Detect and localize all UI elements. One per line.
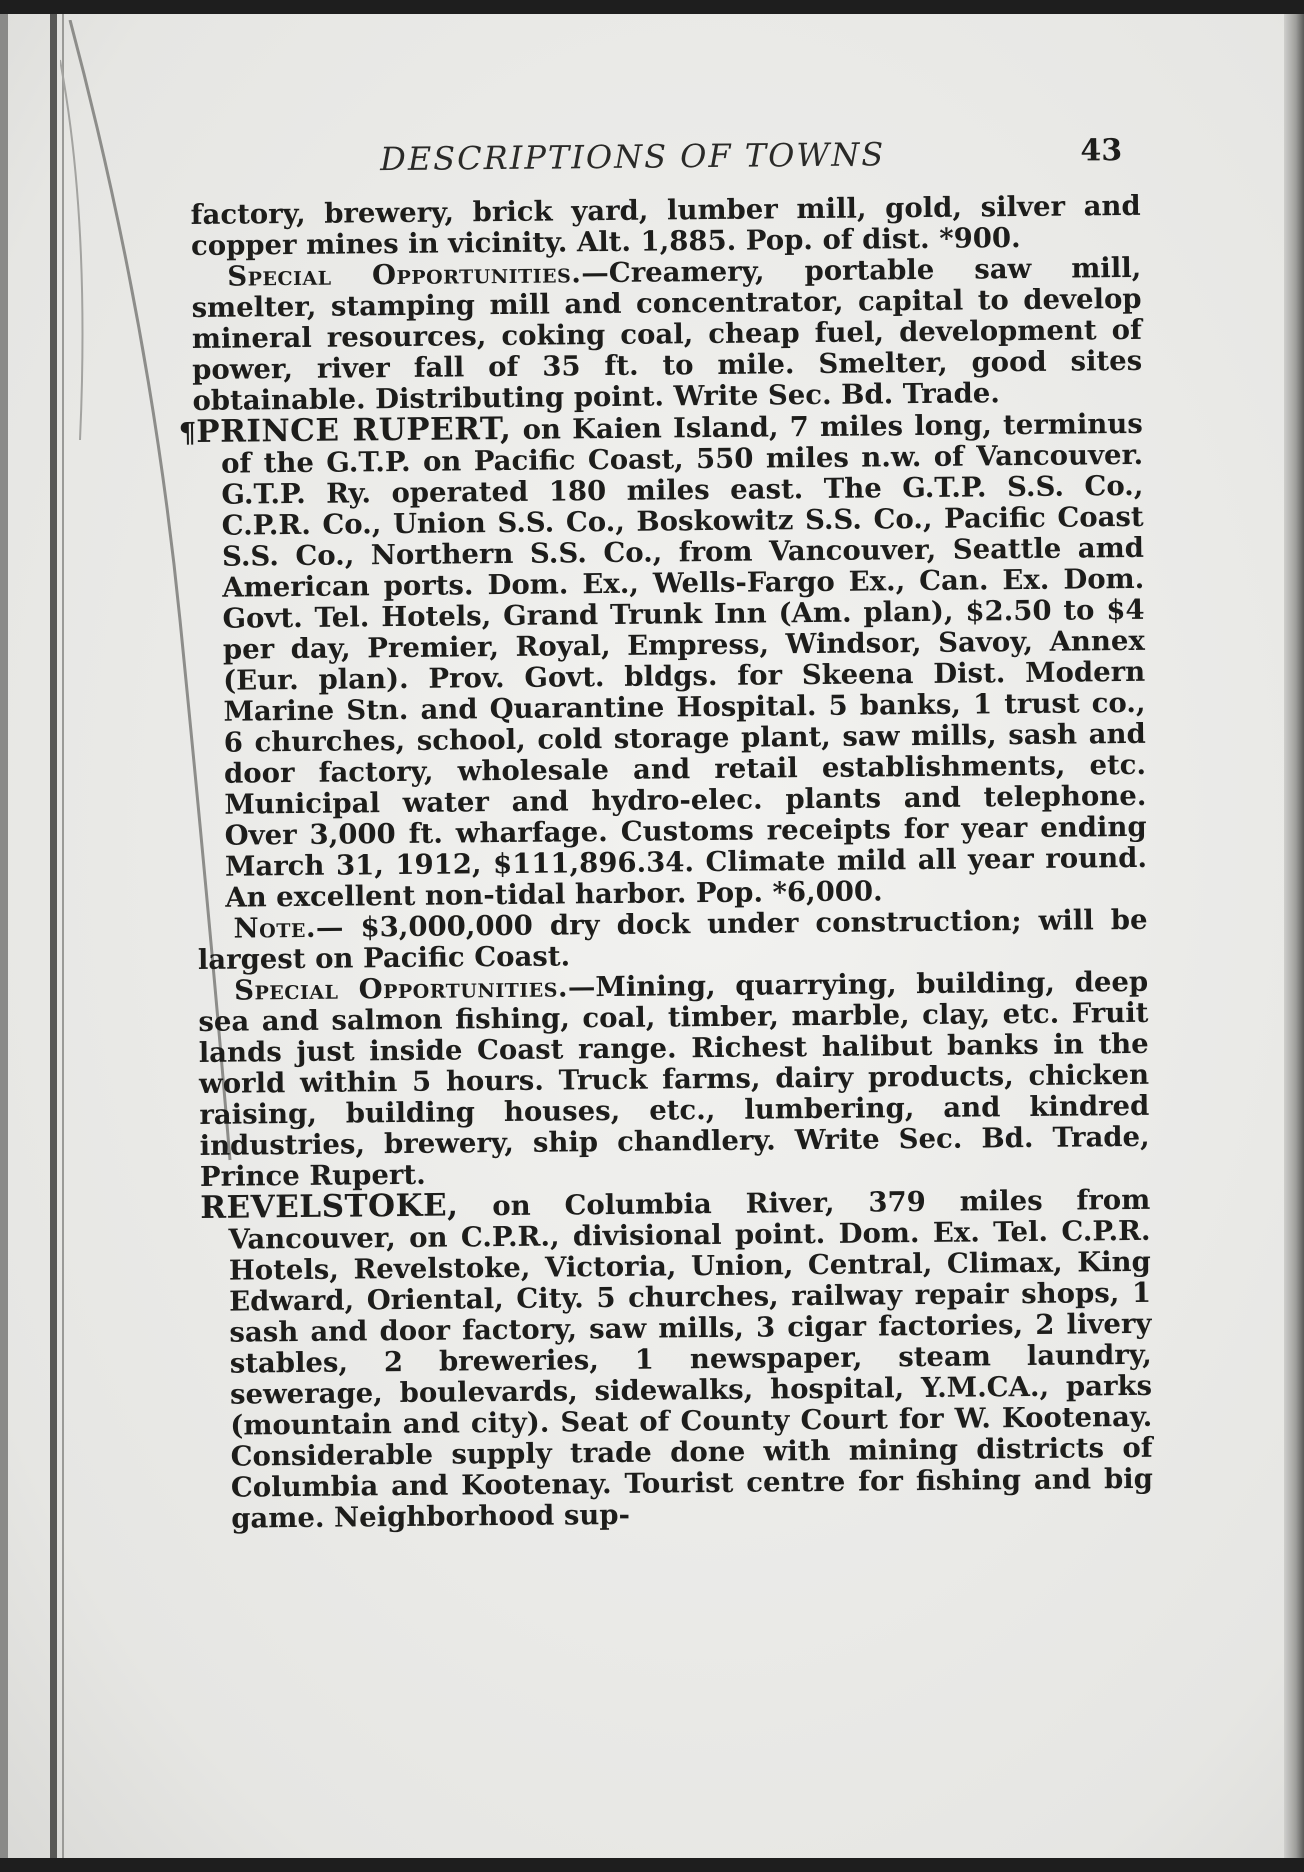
special-opportunities-text: —Creamery, portable saw mill, smelter, stamping mill and concentrator, capital to develop mineral resources, coking coal, cheap fuel, development of power, river fall of 35 ft. to mile. Smelter, good sites obtainable. Distributing point. Write Sec. Bd. Trade. (191, 251, 1143, 417)
paragraph-continuation: factory, brewery, brick yard, lumber mill, gold, silver and copper mines in vicinity. Alt. 1,885. Pop. of dist. *900. (190, 189, 1141, 262)
entry-prince-rupert (178, 407, 1148, 914)
paragraph-note (197, 905, 1148, 976)
binding-shadow-light (62, 14, 64, 1860)
paragraph-special-opportunities-1 (191, 253, 1142, 417)
right-page-edge (1284, 14, 1304, 1860)
left-page-edge (0, 14, 8, 1860)
town-name-prince-rupert: PRINCE RUPERT, (196, 410, 512, 450)
special-opportunities-2-text: —Mining, quarrying, building, deep sea and salmon fishing, coal, timber, marble, clay, etc. Fruit lands just inside Coast range. Richest halibut banks in the world within 5 hours. Truck farms, dairy products, chicken raising, building houses, etc., lumbering, and kindred industries, brewery, ship chandlery. Write Sec. Bd. Trade, Prince Rupert. (198, 965, 1150, 1193)
binding-shadow (50, 14, 57, 1860)
entry-text-prince-rupert: on Kaien Island, 7 miles long, terminus of the G.T.P. on Pacific Coast, 550 miles n.w. of Vancouver. G.T.P. Ry. operated 180 miles east. The G.T.P. S.S. Co., C.P.R. Co., Union S.S. Co., Boskowitz S.S. Co., Pacific Coast S.S. Co., Northern S.S. Co., from Vancouver, Seattle amd American ports. Dom. Ex., Wells-Fargo Ex., Can. Ex. Dom. Govt. Tel. Hotels, Grand Trunk Inn (Am. plan), $2.50 to $4 per day, Premier, Royal, Empress, Windsor, Savoy, Annex (Eur. plan). Prov. Govt. bldgs. for Skeena Dist. Modern Marine Stn. and Quarantine Hospital. 5 banks, 1 trust co., 6 churches, school, cold storage plant, saw mills, sash and door factory, wholesale and retail establishments, etc. Municipal water and hydro-elec. plants and telephone. Over 3,000 ft. wharfage. Customs receipts for year ending March 31, 1912, $111,896.34. Climate mild all year round. An excellent non-tidal harbor. Pop. *6,000. (220, 407, 1148, 914)
pilcrow-mark: ¶ (178, 416, 197, 450)
paragraph-special-opportunities-2 (198, 967, 1150, 1193)
label-note: Note. (233, 911, 317, 945)
running-head (190, 131, 1140, 190)
entry-revelstoke (200, 1184, 1153, 1535)
running-head-title: DESCRIPTIONS OF TOWNS (380, 135, 886, 179)
label-special-opportunities-2: Special Opportunities. (234, 971, 569, 1007)
page-number: 43 (1080, 133, 1123, 169)
town-name-revelstoke: REVELSTOKE, (200, 1187, 459, 1226)
page-text (178, 131, 1154, 1535)
note-text: — $3,000,000 dry dock under construction; will be largest on Pacific Coast. (197, 903, 1148, 976)
label-special-opportunities: Special Opportunities. (227, 257, 582, 293)
bottom-border (0, 1858, 1304, 1872)
entry-text-revelstoke: on Columbia River, 379 miles from Vancouver, on C.P.R., divisional point. Dom. Ex. Tel. C.P.R. Hotels, Revelstoke, Victoria, Union, Central, Climax, King Edward, Oriental, City. 5 churches, railway repair shops, 1 sash and door factory, saw mills, 3 cigar factories, 2 livery stables, 2 breweries, 1 newspaper, steam laundry, sewerage, boulevards, sidewalks, hospital, Y.M.CA., parks (mountain and city). Seat of County Court for W. Kootenay. Considerable supply trade done with mining districts of Columbia and Kootenay. Tourist centre for fishing and big game. Neighborhood sup- (228, 1183, 1154, 1535)
